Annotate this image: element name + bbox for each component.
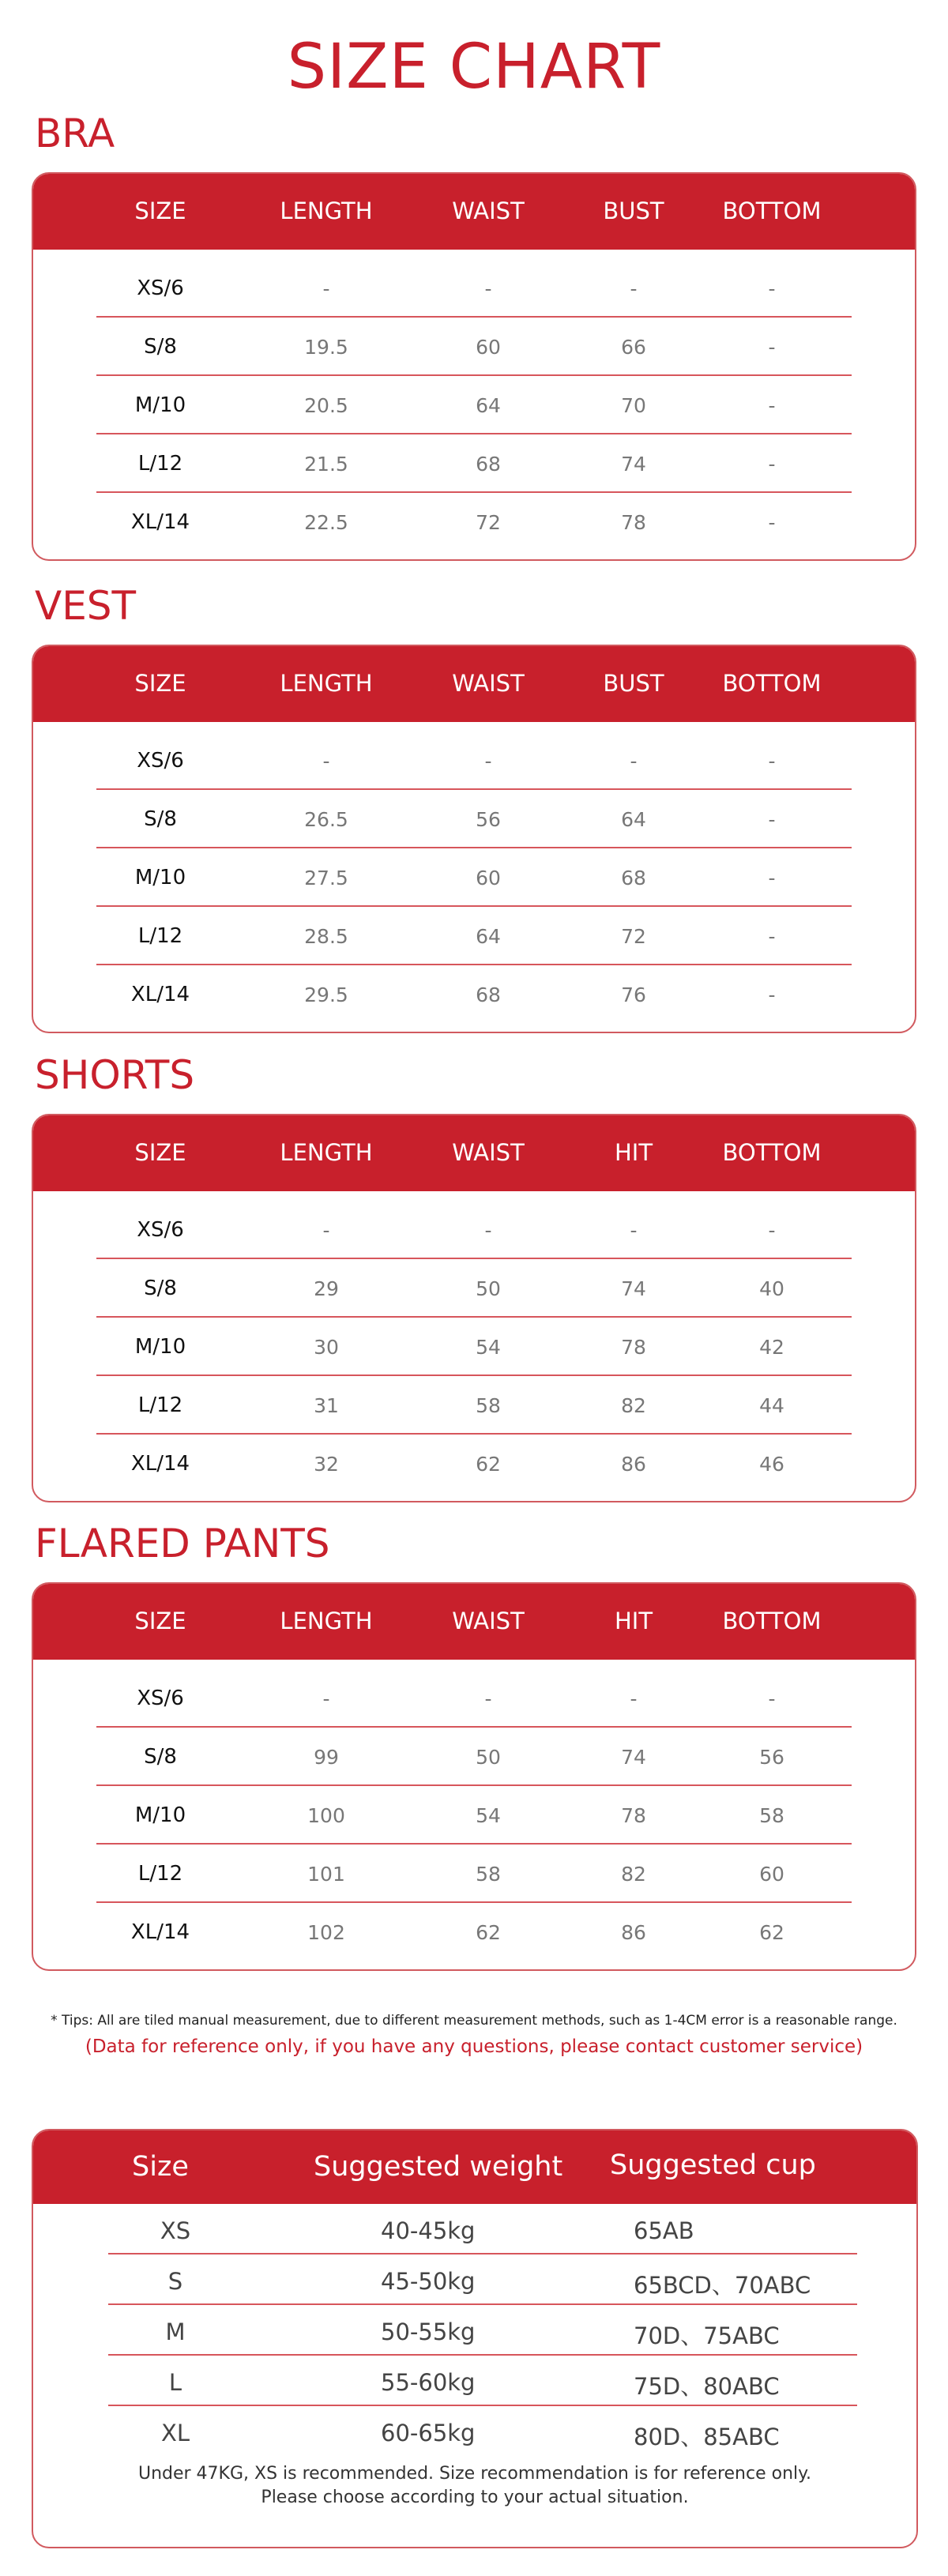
table-header-cell: WAIST xyxy=(452,1608,525,1634)
value-cell: 74 xyxy=(621,1745,646,1769)
value-cell: 68 xyxy=(476,983,501,1006)
weight-size-cell: M xyxy=(165,2318,186,2345)
value-cell: - xyxy=(322,1687,330,1710)
value-cell: 54 xyxy=(476,1803,501,1827)
size-cell: L/12 xyxy=(137,1393,183,1417)
value-cell: 26.5 xyxy=(304,807,348,831)
value-cell: 56 xyxy=(476,807,501,831)
value-cell: 60 xyxy=(476,866,501,889)
weight-row xyxy=(33,2356,916,2406)
recommendation-note-line-1: Under 47KG, XS is recommended. Size recommendation is for reference only. xyxy=(137,2464,812,2484)
size-cell: S/8 xyxy=(144,807,177,831)
value-cell: - xyxy=(322,276,330,300)
value-cell: 31 xyxy=(314,1393,339,1417)
value-cell: 102 xyxy=(307,1920,345,1944)
value-cell: 22.5 xyxy=(304,510,348,534)
value-cell: 74 xyxy=(621,1277,646,1300)
value-cell: 58 xyxy=(476,1393,501,1417)
table-row xyxy=(33,1786,915,1845)
value-cell: 20.5 xyxy=(304,393,348,417)
value-cell: 82 xyxy=(621,1393,646,1417)
value-cell: 66 xyxy=(621,335,646,359)
table-header-cell: WAIST xyxy=(452,1139,525,1166)
value-cell: 58 xyxy=(759,1803,784,1827)
weight-value-cell: 40-45kg xyxy=(381,2217,476,2244)
weight-value-cell: 50-55kg xyxy=(381,2318,476,2345)
table-header-cell: LENGTH xyxy=(280,197,373,224)
size-cell: S/8 xyxy=(144,335,177,359)
value-cell: - xyxy=(322,1218,330,1242)
table-row xyxy=(33,1845,915,1903)
value-cell: - xyxy=(322,749,330,773)
value-cell: - xyxy=(484,749,492,773)
value-cell: 78 xyxy=(621,1335,646,1359)
weight-size-cell: S xyxy=(167,2268,183,2295)
value-cell: 82 xyxy=(621,1862,646,1886)
table-header-cell: BOTTOM xyxy=(722,1608,822,1634)
value-cell: 29 xyxy=(314,1277,339,1300)
value-cell: 101 xyxy=(307,1862,345,1886)
table-row xyxy=(33,1669,915,1728)
value-cell: 50 xyxy=(476,1277,501,1300)
value-cell: 64 xyxy=(621,807,646,831)
size-cell: XS/6 xyxy=(137,276,184,300)
size-cell: XL/14 xyxy=(130,1920,190,1944)
weight-header-weight: Suggested weight xyxy=(314,2151,563,2183)
value-cell: - xyxy=(768,276,776,300)
value-cell: 58 xyxy=(476,1862,501,1886)
table-row xyxy=(33,790,915,848)
table-header-cell: WAIST xyxy=(452,197,525,224)
table-row xyxy=(33,434,915,493)
table-row xyxy=(33,907,915,965)
value-cell: 62 xyxy=(759,1920,784,1944)
table-header-cell: HIT xyxy=(614,1608,653,1634)
table-body xyxy=(33,1660,915,1961)
value-cell: 60 xyxy=(476,335,501,359)
value-cell: 68 xyxy=(476,452,501,476)
table-row xyxy=(33,1259,915,1318)
cup-value-cell: 70D、75ABC xyxy=(634,2322,780,2349)
weight-row xyxy=(33,2305,916,2356)
table-row xyxy=(33,1903,915,1961)
weight-header-cup: Suggested cup xyxy=(610,2149,816,2181)
weight-table-header xyxy=(33,2130,916,2204)
table-header-cell: LENGTH xyxy=(280,1608,373,1634)
value-cell: 40 xyxy=(759,1277,784,1300)
size-table-card xyxy=(32,1114,916,1502)
weight-row xyxy=(33,2254,916,2305)
table-row xyxy=(33,965,915,1024)
value-cell: 86 xyxy=(621,1452,646,1476)
page-title: SIZE CHART xyxy=(287,32,661,103)
value-cell: 46 xyxy=(759,1452,784,1476)
weight-size-cell: L xyxy=(168,2369,182,2396)
value-cell: 64 xyxy=(476,393,501,417)
value-cell: - xyxy=(768,452,776,476)
value-cell: - xyxy=(630,749,638,773)
table-header-cell: SIZE xyxy=(134,1608,186,1634)
table-row xyxy=(33,731,915,790)
value-cell: 76 xyxy=(621,983,646,1006)
weight-size-cell: XL xyxy=(160,2420,190,2446)
table-header-cell: SIZE xyxy=(134,670,186,697)
value-cell: 86 xyxy=(621,1920,646,1944)
value-cell: - xyxy=(768,866,776,889)
value-cell: 54 xyxy=(476,1335,501,1359)
table-header-cell: BUST xyxy=(603,197,664,224)
size-cell: XS/6 xyxy=(137,1218,184,1242)
size-cell: L/12 xyxy=(137,924,183,948)
recommendation-note xyxy=(33,2462,916,2510)
weight-row xyxy=(33,2406,916,2457)
table-header-cell: BUST xyxy=(603,670,664,697)
value-cell: 74 xyxy=(621,452,646,476)
table-header-cell: BOTTOM xyxy=(722,670,822,697)
recommendation-note-line-2: Please choose according to your actual situation. xyxy=(261,2488,689,2507)
value-cell: - xyxy=(768,924,776,948)
value-cell: - xyxy=(768,335,776,359)
section-label: VEST xyxy=(35,583,137,629)
value-cell: - xyxy=(768,1218,776,1242)
value-cell: 50 xyxy=(476,1745,501,1769)
table-header-cell: SIZE xyxy=(134,197,186,224)
table-row xyxy=(33,1376,915,1435)
table-header xyxy=(33,1584,915,1660)
table-row xyxy=(33,1728,915,1786)
value-cell: - xyxy=(630,276,638,300)
size-cell: M/10 xyxy=(134,866,186,889)
table-body xyxy=(33,250,915,551)
size-table-card xyxy=(32,645,916,1033)
value-cell: 21.5 xyxy=(304,452,348,476)
cup-value-cell: 65AB xyxy=(634,2217,694,2244)
value-cell: - xyxy=(768,510,776,534)
weight-value-cell: 55-60kg xyxy=(381,2369,476,2396)
value-cell: 62 xyxy=(476,1452,501,1476)
value-cell: 72 xyxy=(621,924,646,948)
value-cell: 99 xyxy=(314,1745,339,1769)
value-cell: - xyxy=(768,983,776,1006)
size-cell: L/12 xyxy=(137,1862,183,1886)
value-cell: - xyxy=(768,393,776,417)
value-cell: 64 xyxy=(476,924,501,948)
size-cell: XL/14 xyxy=(130,1452,190,1476)
section-label: BRA xyxy=(35,111,115,156)
table-body xyxy=(33,1191,915,1493)
value-cell: - xyxy=(768,807,776,831)
table-body xyxy=(33,722,915,1024)
value-cell: 62 xyxy=(476,1920,501,1944)
table-row xyxy=(33,1201,915,1259)
value-cell: - xyxy=(484,1687,492,1710)
value-cell: 78 xyxy=(621,510,646,534)
cup-value-cell: 65BCD、70ABC xyxy=(634,2272,811,2299)
value-cell: - xyxy=(768,749,776,773)
size-table-card xyxy=(32,172,916,561)
weight-size-cell: XS xyxy=(160,2217,191,2244)
value-cell: 56 xyxy=(759,1745,784,1769)
value-cell: 78 xyxy=(621,1803,646,1827)
table-row xyxy=(33,376,915,434)
value-cell: - xyxy=(768,1687,776,1710)
size-cell: M/10 xyxy=(134,1803,186,1827)
table-header-cell: LENGTH xyxy=(280,1139,373,1166)
section-label: SHORTS xyxy=(35,1052,195,1098)
table-header-cell: WAIST xyxy=(452,670,525,697)
weight-header-size: Size xyxy=(132,2151,189,2183)
table-header-cell: BOTTOM xyxy=(722,197,822,224)
value-cell: - xyxy=(630,1687,638,1710)
table-header-cell: BOTTOM xyxy=(722,1139,822,1166)
value-cell: 68 xyxy=(621,866,646,889)
value-cell: 32 xyxy=(314,1452,339,1476)
table-header-cell: LENGTH xyxy=(280,670,373,697)
value-cell: - xyxy=(484,1218,492,1242)
size-cell: XS/6 xyxy=(137,1687,184,1710)
table-header xyxy=(33,174,915,250)
table-row xyxy=(33,848,915,907)
size-table-card xyxy=(32,1582,916,1971)
value-cell: - xyxy=(484,276,492,300)
table-header xyxy=(33,1115,915,1191)
value-cell: 72 xyxy=(476,510,501,534)
table-header-cell: HIT xyxy=(614,1139,653,1166)
value-cell: 44 xyxy=(759,1393,784,1417)
table-header xyxy=(33,646,915,722)
value-cell: 30 xyxy=(314,1335,339,1359)
size-cell: L/12 xyxy=(137,452,183,476)
value-cell: 100 xyxy=(307,1803,345,1827)
value-cell: 29.5 xyxy=(304,983,348,1006)
value-cell: 70 xyxy=(621,393,646,417)
table-row xyxy=(33,318,915,376)
table-row xyxy=(33,493,915,551)
value-cell: 42 xyxy=(759,1335,784,1359)
table-row xyxy=(33,259,915,318)
tips-note: * Tips: All are tiled manual measurement, due to different measurement methods, such as 1-4CM error is a reasonable range. xyxy=(51,2013,897,2029)
value-cell: 60 xyxy=(759,1862,784,1886)
value-cell: - xyxy=(630,1218,638,1242)
size-cell: S/8 xyxy=(144,1745,177,1769)
size-cell: S/8 xyxy=(144,1277,177,1300)
size-cell: XL/14 xyxy=(130,983,190,1006)
weight-value-cell: 60-65kg xyxy=(381,2420,476,2446)
size-cell: M/10 xyxy=(134,1335,186,1359)
value-cell: 27.5 xyxy=(304,866,348,889)
weight-table xyxy=(32,2129,918,2548)
section-label: FLARED PANTS xyxy=(35,1521,330,1566)
weight-row xyxy=(33,2204,916,2254)
size-cell: XL/14 xyxy=(130,510,190,534)
cup-value-cell: 75D、80ABC xyxy=(634,2373,780,2400)
table-row xyxy=(33,1318,915,1376)
table-row xyxy=(33,1435,915,1493)
cup-value-cell: 80D、85ABC xyxy=(634,2424,780,2450)
value-cell: 28.5 xyxy=(304,924,348,948)
size-cell: M/10 xyxy=(134,393,186,417)
size-cell: XS/6 xyxy=(137,749,184,773)
reference-note: (Data for reference only, if you have any questions, please contact customer service) xyxy=(85,2036,863,2057)
table-header-cell: SIZE xyxy=(134,1139,186,1166)
value-cell: 19.5 xyxy=(304,335,348,359)
weight-value-cell: 45-50kg xyxy=(381,2268,476,2295)
